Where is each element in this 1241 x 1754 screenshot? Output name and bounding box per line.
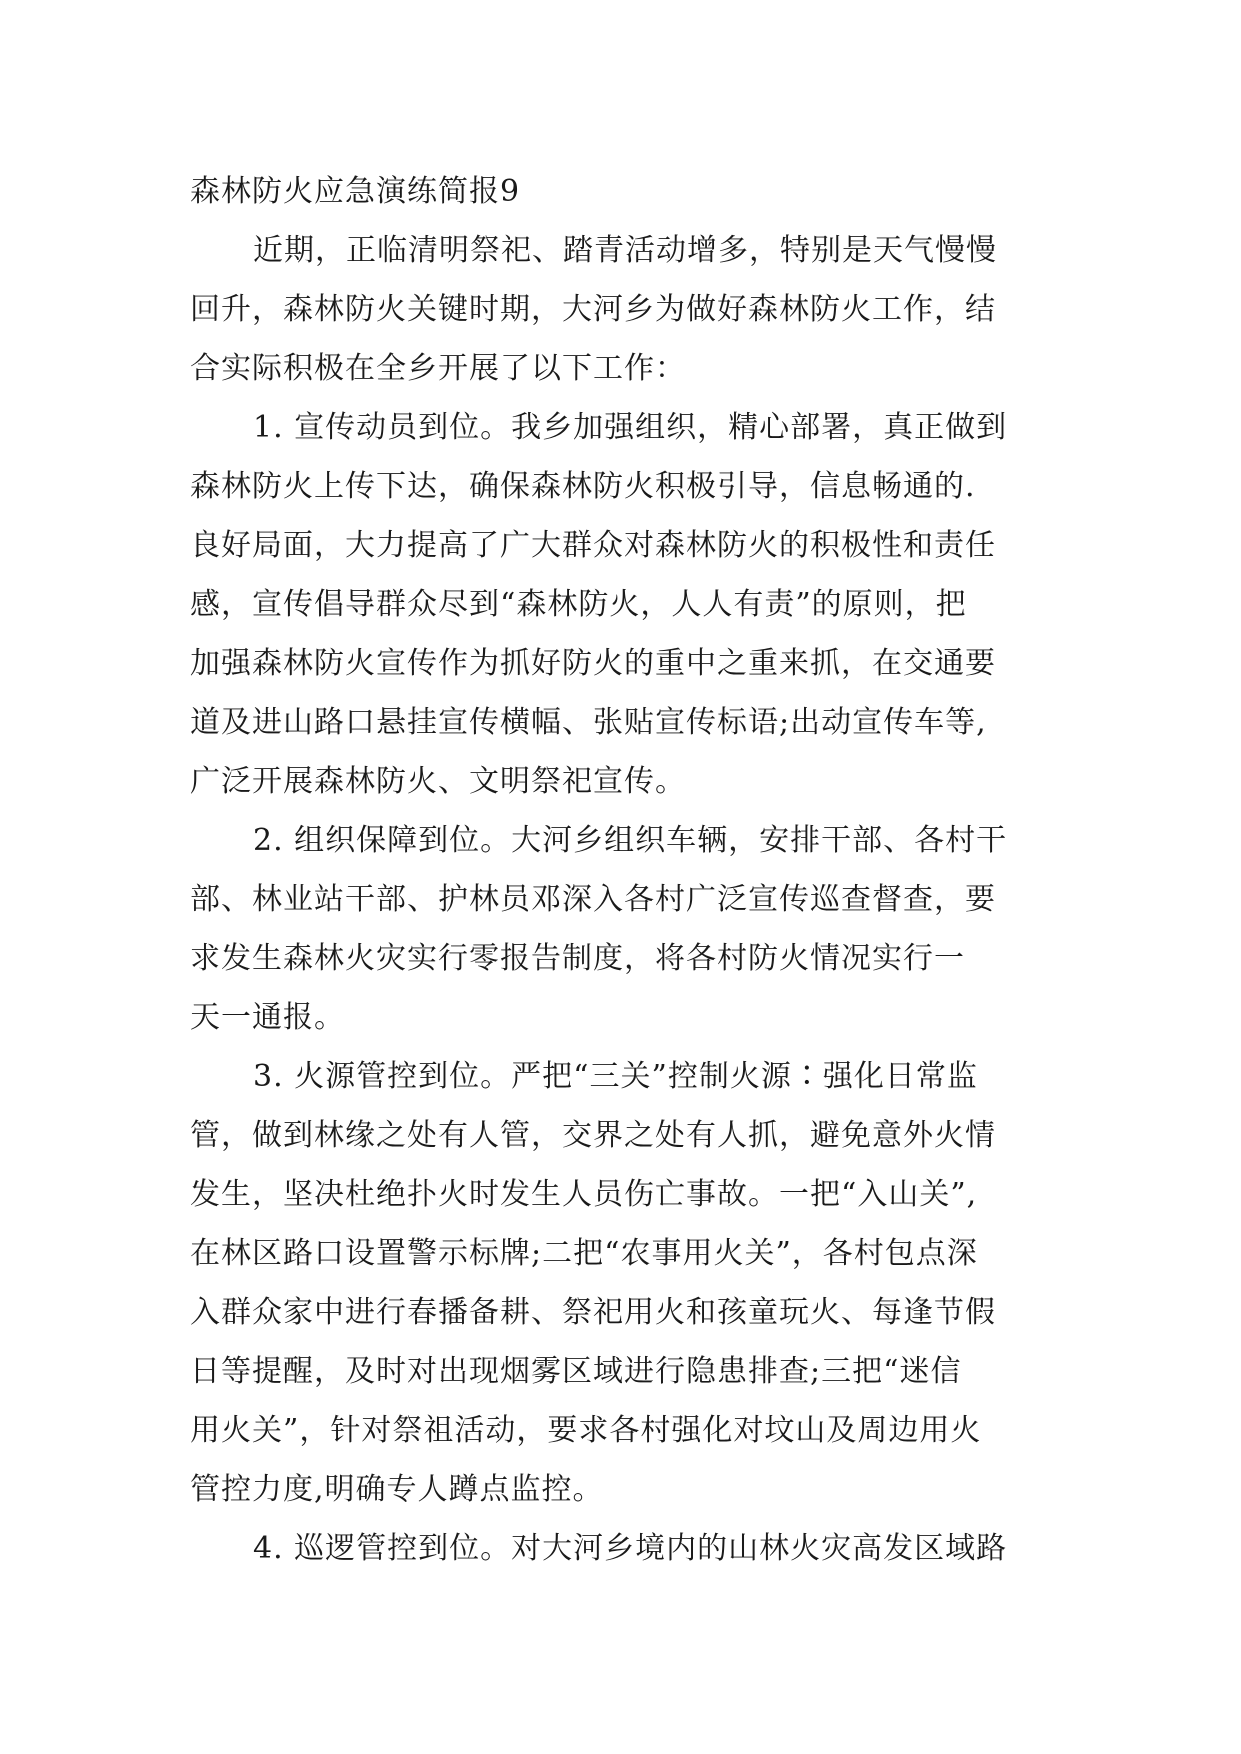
paragraph-intro — [190, 221, 1060, 398]
paragraph-line: 3. 火源管控到位。严把“三关”控制火源∶强化日常监 — [253, 1059, 978, 1094]
paragraph-line: 合实际积极在全乡开展了以下工作： — [190, 351, 686, 386]
paragraph-line: 部、林业站干部、护林员邓深入各村广泛宣传巡查督查，要 — [190, 882, 996, 917]
paragraph-line: 2. 组织保障到位。大河乡组织车辆，安排干部、各村干 — [253, 823, 1008, 858]
paragraph-line: 森林防火上传下达，确保森林防火积极引导，信息畅通的. — [190, 469, 976, 504]
paragraph-item-3 — [190, 1047, 1060, 1519]
paragraph-line: 近期，正临清明祭祀、踏青活动增多，特别是天气慢慢 — [253, 233, 997, 268]
paragraph-line: 回升，森林防火关键时期，大河乡为做好森林防火工作，结 — [190, 292, 996, 327]
paragraph-line: 日等提醒，及时对出现烟雾区域进行隐患排查;三把“迷信 — [190, 1354, 962, 1389]
paragraph-line: 管，做到林缘之处有人管，交界之处有人抓，避免意外火情 — [190, 1118, 996, 1153]
paragraph-line: 管控力度,明确专人蹲点监控。 — [190, 1472, 604, 1507]
paragraph-line: 求发生森林火灾实行零报告制度，将各村防火情况实行一 — [190, 941, 965, 976]
paragraph-line: 道及进山路口悬挂宣传横幅、张贴宣传标语;出动宣传车等, — [190, 705, 987, 740]
paragraph-line: 入群众家中进行春播备耕、祭祀用火和孩童玩火、每逢节假 — [190, 1295, 996, 1330]
paragraph-item-4 — [190, 1519, 1060, 1578]
paragraph-line: 4. 巡逻管控到位。对大河乡境内的山林火灾高发区域路 — [253, 1531, 1008, 1566]
paragraph-item-2 — [190, 811, 1060, 1047]
paragraph-line: 用火关”，针对祭祖活动，要求各村强化对坟山及周边用火 — [190, 1413, 982, 1448]
document-body — [190, 162, 1060, 1578]
paragraph-line: 在林区路口设置警示标牌;二把“农事用火关”，各村包点深 — [190, 1236, 978, 1271]
paragraph-line: 广泛开展森林防火、文明祭祀宣传。 — [190, 764, 686, 799]
paragraph-line: 发生，坚决杜绝扑火时发生人员伤亡事故。一把“入山关”, — [190, 1177, 978, 1212]
document-title: 森林防火应急演练简报9 — [190, 174, 521, 209]
paragraph-line: 天一通报。 — [190, 1000, 345, 1035]
paragraph-line: 1. 宣传动员到位。我乡加强组织，精心部署，真正做到 — [253, 410, 1008, 445]
paragraph-line: 良好局面，大力提高了广大群众对森林防火的积极性和责任 — [190, 528, 996, 563]
paragraph-line: 加强森林防火宣传作为抓好防火的重中之重来抓，在交通要 — [190, 646, 996, 681]
paragraph-line: 感，宣传倡导群众尽到“森林防火，人人有责”的原则，把 — [190, 587, 967, 622]
paragraph-item-1 — [190, 398, 1060, 811]
